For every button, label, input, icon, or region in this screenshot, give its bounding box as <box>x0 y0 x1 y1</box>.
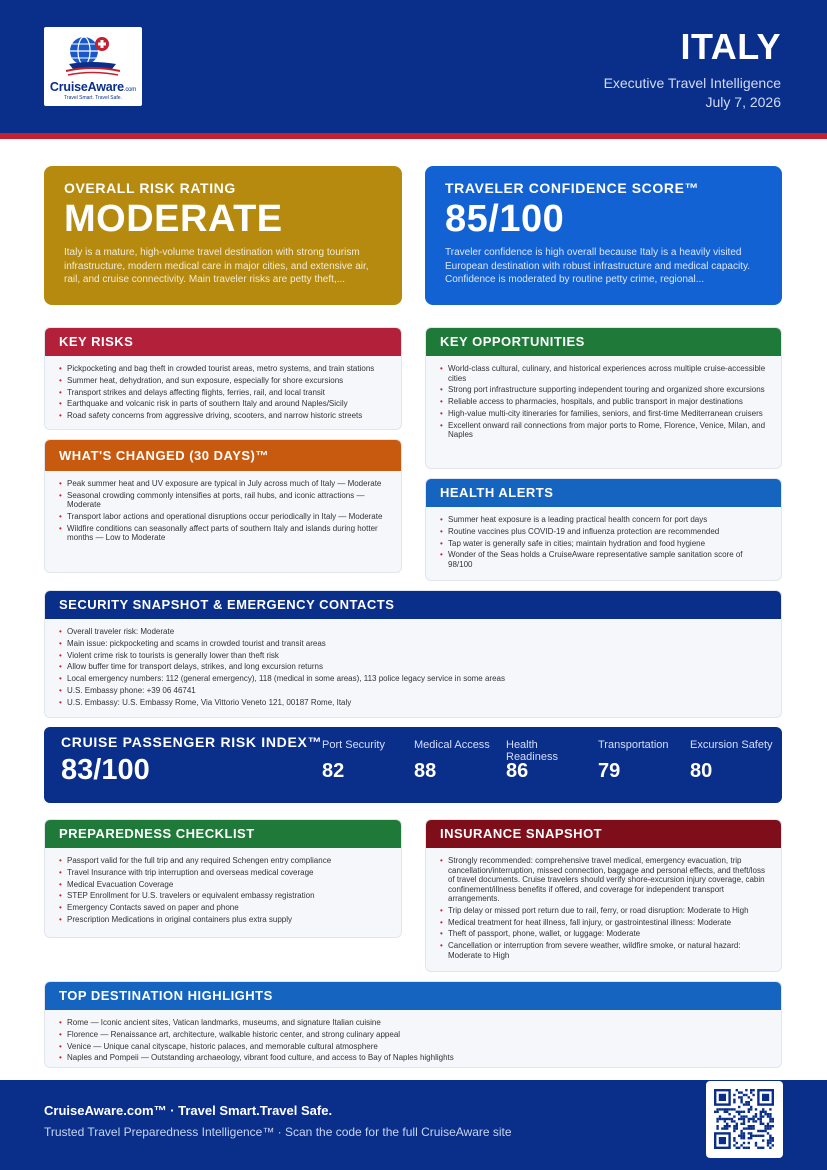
list-item: • Transport labor actions and operational disruptions occur periodically in Italy — Moderate <box>59 512 389 522</box>
list-item: • STEP Enrollment for U.S. travelers or equivalent embassy registration <box>59 891 389 901</box>
list-item: • Peak summer heat and UV exposure are typical in July across much of Italy — Moderate <box>59 479 389 489</box>
header-band <box>0 0 827 133</box>
whats-changed-list <box>45 471 401 551</box>
security-section <box>44 590 782 718</box>
globe-ship-icon <box>44 27 142 83</box>
list-item: • Routine vaccines plus COVID-19 and influenza protection are recommended <box>440 527 769 537</box>
list-item: • Medical treatment for heat illness, fall injury, or gastrointestinal illness: Moderate <box>440 918 769 928</box>
preparedness-list <box>45 848 401 933</box>
key-risks-list <box>45 356 401 429</box>
list-item: • Florence — Renaissance art, architecture, walkable historic center, and strong culinary appeal <box>59 1030 769 1040</box>
highlights-heading: TOP DESTINATION HIGHLIGHTS <box>45 982 781 1010</box>
list-item: • Wonder of the Seas holds a CruiseAware representative sample sanitation score of 98/100 <box>440 550 769 569</box>
list-item: • World-class cultural, culinary, and historical experiences across multiple cruise-accessible cities <box>440 364 769 383</box>
metric-label: Port Security <box>322 739 385 751</box>
key-opportunities-heading: KEY OPPORTUNITIES <box>426 328 781 356</box>
list-item: • Road safety concerns from aggressive driving, scooters, and narrow historic streets <box>59 411 389 421</box>
highlights-list <box>45 1010 781 1068</box>
list-item: • Strong port infrastructure supporting independent touring and organized shore excursions <box>440 385 769 395</box>
list-item: • Prescription Medications in original containers plus extra supply <box>59 915 389 925</box>
list-item: • Medical Evacuation Coverage <box>59 880 389 890</box>
report-subtitle: Executive Travel Intelligence <box>603 75 781 91</box>
preparedness-heading: PREPAREDNESS CHECKLIST <box>45 820 401 848</box>
metric-health-readiness <box>506 739 576 782</box>
list-item: • U.S. Embassy: U.S. Embassy Rome, Via Vittorio Veneto 121, 00187 Rome, Italy <box>59 698 769 708</box>
list-item: • Transport strikes and delays affecting flights, ferries, rail, and local transit <box>59 388 389 398</box>
security-list <box>45 619 781 716</box>
footer-tagline: Trusted Travel Preparedness Intelligence™ · Scan the code for the full CruiseAware site <box>44 1125 512 1139</box>
metric-label: Health Readiness <box>506 739 558 763</box>
country-title: ITALY <box>680 26 781 67</box>
key-risks-section <box>44 327 402 430</box>
insurance-heading: INSURANCE SNAPSHOT <box>426 820 781 848</box>
qr-code-icon <box>706 1081 783 1158</box>
list-item: • Tap water is generally safe in cities; maintain hydration and food hygiene <box>440 539 769 549</box>
list-item: • Cancellation or interruption from severe weather, wildfire smoke, or natural hazard: Moderate to High <box>440 941 769 960</box>
header-accent-stripe <box>0 133 827 139</box>
key-opportunities-section <box>425 327 782 469</box>
footer-brand-line: CruiseAware.com™ · Travel Smart.Travel Safe. <box>44 1103 333 1118</box>
logo-wordmark: CruiseAware.com <box>49 80 137 94</box>
cruiseaware-logo[interactable] <box>44 27 142 106</box>
health-alerts-list <box>426 507 781 578</box>
metric-transportation <box>598 739 688 782</box>
footer-band <box>0 1080 827 1170</box>
confidence-score-description: Traveler confidence is high overall because Italy is a heavily visited European destination with robust infrastructure and medical capacity. Confidence is moderated by routine petty crime, regional... <box>445 247 750 285</box>
list-item: • Trip delay or missed port return due to rail, ferry, or road disruption: Moderate to High <box>440 906 769 916</box>
confidence-score-card <box>425 166 782 305</box>
overall-risk-label: OVERALL RISK RATING <box>64 180 236 196</box>
list-item: • Pickpocketing and bag theft in crowded tourist areas, metro systems, and train stations <box>59 364 389 374</box>
list-item: • Theft of passport, phone, wallet, or luggage: Moderate <box>440 929 769 939</box>
whats-changed-heading: WHAT'S CHANGED (30 DAYS)™ <box>45 440 401 471</box>
security-heading: SECURITY SNAPSHOT & EMERGENCY CONTACTS <box>45 591 781 619</box>
list-item: • Reliable access to pharmacies, hospitals, and public transport in major destinations <box>440 397 769 407</box>
key-risks-heading: KEY RISKS <box>45 328 401 356</box>
list-item: • Allow buffer time for transport delays, strikes, and long excursion returns <box>59 662 769 672</box>
list-item: • Wildfire conditions can seasonally affect parts of southern Italy and islands during hotter months — Low to Moderate <box>59 524 389 543</box>
logo-tagline: Travel Smart. Travel Safe. <box>64 95 122 101</box>
confidence-score-label: TRAVELER CONFIDENCE SCORE™ <box>445 180 700 196</box>
cruise-index-label: CRUISE PASSENGER RISK INDEX™ <box>61 734 323 750</box>
list-item: • Naples and Pompeii — Outstanding archaeology, vibrant food culture, and access to Bay of Naples highlights <box>59 1053 769 1063</box>
list-item: • Summer heat exposure is a leading practical health concern for port days <box>440 515 769 525</box>
metric-value: 79 <box>598 760 621 782</box>
list-item: • U.S. Embassy phone: +39 06 46741 <box>59 686 769 696</box>
metric-label: Excursion Safety <box>690 739 773 751</box>
metric-medical-access <box>414 739 504 782</box>
overall-risk-description: Italy is a mature, high-volume travel destination with strong tourism infrastructure, modern medical care in major cities, and extensive air, rail, and cruise connectivity. Main traveler risks are petty theft,... <box>64 247 369 285</box>
list-item: • Local emergency numbers: 112 (general emergency), 118 (medical in some areas), 113 police legacy service in some areas <box>59 674 769 684</box>
health-alerts-section <box>425 478 782 581</box>
list-item: • High-value multi-city itineraries for families, seniors, and first-time Mediterranean cruisers <box>440 409 769 419</box>
highlights-section <box>44 981 782 1068</box>
metric-label: Transportation <box>598 739 669 751</box>
list-item: • Passport valid for the full trip and any required Schengen entry compliance <box>59 856 389 866</box>
key-opportunities-list <box>426 356 781 448</box>
qr-code[interactable] <box>706 1081 783 1158</box>
metric-value: 86 <box>506 760 529 782</box>
metric-port-security <box>322 739 412 782</box>
list-item: • Main issue: pickpocketing and scams in crowded tourist and transit areas <box>59 639 769 649</box>
insurance-list <box>426 848 781 968</box>
metric-value: 82 <box>322 760 345 782</box>
list-item: • Excellent onward rail connections from major ports to Rome, Florence, Venice, Milan, and Naples <box>440 421 769 440</box>
list-item: • Travel Insurance with trip interruption and overseas medical coverage <box>59 868 389 878</box>
metric-value: 80 <box>690 760 713 782</box>
list-item: • Strongly recommended: comprehensive travel medical, emergency evacuation, trip cancellation/interruption, missed connection, baggage and personal effects, and theft/loss of travel documents. Cruise travelers should verify shore-excursion injury coverage, cabin confinement/illness benefits if offered, and coverage for independent transport arrangements. <box>440 856 769 904</box>
metric-label: Medical Access <box>414 739 490 751</box>
insurance-section <box>425 819 782 972</box>
list-item: • Earthquake and volcanic risk in parts of southern Italy and around Naples/Sicily <box>59 399 389 409</box>
list-item: • Summer heat, dehydration, and sun exposure, especially for shore excursions <box>59 376 389 386</box>
health-alerts-heading: HEALTH ALERTS <box>426 479 781 507</box>
list-item: • Rome — Iconic ancient sites, Vatican landmarks, museums, and signature Italian cuisine <box>59 1018 769 1028</box>
confidence-score-value: 85/100 <box>445 198 565 240</box>
preparedness-section <box>44 819 402 938</box>
overall-risk-value: MODERATE <box>64 198 283 240</box>
overall-risk-card <box>44 166 402 305</box>
metric-excursion-safety <box>690 739 780 782</box>
list-item: • Violent crime risk to tourists is generally lower than theft risk <box>59 651 769 661</box>
cruise-index-value: 83/100 <box>61 754 150 786</box>
cruise-risk-index-panel <box>44 727 782 803</box>
metric-value: 88 <box>414 760 437 782</box>
whats-changed-section <box>44 439 402 573</box>
report-date: July 7, 2026 <box>705 94 781 110</box>
list-item: • Venice — Unique canal cityscape, historic palaces, and memorable cultural atmosphere <box>59 1042 769 1052</box>
list-item: • Emergency Contacts saved on paper and phone <box>59 903 389 913</box>
list-item: • Overall traveler risk: Moderate <box>59 627 769 637</box>
list-item: • Seasonal crowding commonly intensifies at ports, rail hubs, and iconic attractions — Moderate <box>59 491 389 510</box>
